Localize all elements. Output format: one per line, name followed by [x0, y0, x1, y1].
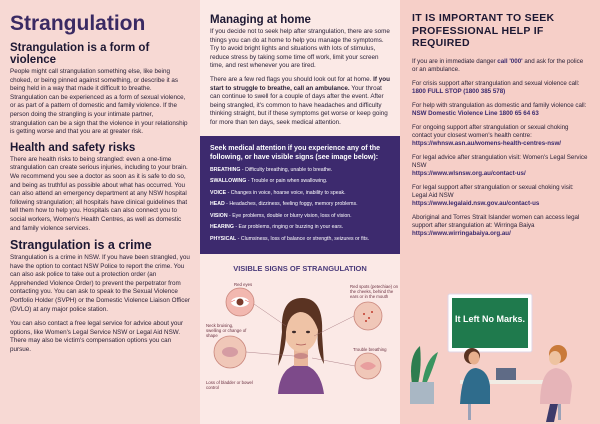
section-heading-health: Health and safety risks [10, 141, 136, 154]
label-red-eyes: Red eyes [234, 281, 253, 287]
section-body-crime-2: You can also contact a free legal service for advice about your options, like Women's Legal Service NSW or Legal Aid NSW. There may also be victim's compensation options you can pursue. [10, 320, 184, 354]
help-health-centre: For ongoing support after strangulation or sexual choking contact your closest women's health centre: https://whnsw.asn.au/womens-health-centres-nsw/ [412, 123, 569, 147]
help-legal-aid: For legal support after strangulation or sexual choking visit: Legal Aid NSW https://www.legalaid.nsw.gov.au/contact-us [412, 183, 574, 207]
wlsnsw-link[interactable]: https://www.wlsnsw.org.au/contact-us/ [412, 169, 526, 177]
dv-line-number[interactable]: NSW Domestic Violence Line 1800 65 64 63 [412, 109, 539, 117]
whnsw-link[interactable]: https://whnsw.asn.au/womens-health-centres-nsw/ [412, 139, 561, 147]
section-body-health: There are health risks to being strangled: even a one-time strangulation can create serious injuries, including to your brain. We recommend you see a doctor as soon as it is safe to do so, and being as truthful as possible about what has occurred. You can also attend an emergency department at any NSW hospital following strangulation; all hospitals have clinical guidelines that tell them how to help you. Hospitals can also connect you to social workers, Women's Health Centres, as well as domestic and family violence services. [10, 155, 188, 232]
consultation-scene [400, 286, 600, 424]
symptom-item: BREATHING - Difficulty breathing, unable to breathe. [210, 166, 333, 173]
visible-signs-illustration [200, 254, 400, 394]
legalaid-link[interactable]: https://www.legalaid.nsw.gov.au/contact-us [412, 199, 540, 207]
symptom-item: VISION - Eye problems, double or blurry vision, loss of vision. [210, 212, 352, 219]
label-spots: Red spots (petechiae) on the cheeks, behind the ears or in the mouth [350, 283, 399, 299]
section-body-violence: People might call strangulation something else, like being choked, or being pinned against something, or describe it as being held in a way that made it difficult to breathe. Strangulation can be experienced as a form of sexual violence, or as part of a pattern of domestic and family violence. If the person doing the strangling is your intimate partner, strangulation can be a sign that the violence in your relationship is getting worse and that you are at greater risk. [10, 68, 188, 136]
section-heading-home: Managing at home [210, 14, 311, 26]
page-title: Strangulation [10, 12, 146, 35]
help-wirringa: Aboriginal and Torres Strait Islander women can access legal support after strangulation at: Wirringa Baiya https://www.wirringabaiya.org.au/ [412, 213, 580, 237]
section-heading-crime: Strangulation is a crime [10, 238, 152, 253]
consultation-illustration [400, 286, 600, 424]
symptom-item: HEARING - Ear problems, ringing or buzzing in your ears. [210, 224, 344, 231]
wirringa-link[interactable]: https://www.wirringabaiya.org.au/ [412, 229, 511, 237]
fullstop-number[interactable]: 1800 FULL STOP (1800 385 578) [412, 87, 506, 95]
poster-text: It Left No Marks. [454, 314, 525, 324]
visible-signs-title: VISIBLE SIGNS OF STRANGULATION [233, 263, 367, 273]
label-trouble: Trouble breathing [353, 346, 387, 352]
symptom-item: SWALLOWING - Trouble or pain when swallowing. [210, 178, 328, 185]
help-crisis: For crisis support after strangulation and sexual violence call: 1800 FULL STOP (1800 385 578) [412, 79, 580, 95]
symptom-item: VOICE - Changes in voice, hoarse voice, inability to speak. [210, 189, 346, 196]
help-heading: IT IS IMPORTANT TO SEEK PROFESSIONAL HELP IF REQUIRED [412, 12, 555, 49]
medical-attention-title: Seek medical attention if you experience any of the following, or have visible signs (see image below): [210, 144, 380, 161]
panel-middle [200, 0, 400, 424]
symptom-item: PHYSICAL - Clumsiness, loss of balance or strength, seizures or fits. [210, 235, 370, 242]
symptom-item: HEAD - Headaches, dizziness, feeling foggy, memory problems. [210, 201, 358, 208]
section-body-crime: Strangulation is a crime in NSW. If you have been strangled, you have the option to contact NSW Police to report the crime. You can also ask police to take out a protection order (an Apprehended Violence Order) to prevent the perpetrator from contacting you. You can ask to speak to the Sexual Violence Portfolio Holder (SVPH) or the Domestic Violence Liaison Officer (DVLO) at any major police station. [10, 254, 191, 313]
help-emergency: If you are in immediate danger call '000' and ask for the police or an ambulance. [412, 57, 584, 73]
emergency-number: call '000' [497, 57, 523, 65]
help-legal-advice: For legal advice after strangulation visit: Women's Legal Service NSW https://www.wlsnsw.org.au/contact-us/ [412, 153, 588, 177]
panel-left [0, 0, 200, 424]
medical-attention-box [200, 136, 400, 254]
home-paragraph-1: If you decide not to seek help after strangulation, there are some things you can do at home to help you manage the symptoms. Try to avoid bright lights and situations with lots of stimulus, reduce stress by taking some time off work, limit your screen time, and rest whenever you are tired. [210, 28, 390, 70]
label-bladder: Loss of bladder or bowel control [206, 379, 253, 390]
home-paragraph-2: There are a few red flags you should look out for at home. If you start to struggle to breathe, call an ambulance. Your throat can continue to swell for a couple of days after the event. After being strangled, it's common to have headaches and difficulty thinking straight, but if these symptoms get worse or keep going for more than ten days, seek medical attention. [210, 75, 390, 126]
help-dv: For help with strangulation as domestic and family violence call: NSW Domestic Violence Line 1800 65 64 63 [412, 101, 587, 117]
label-neck: Neck bruising, swelling or change of shape [206, 322, 247, 338]
section-heading-violence: Strangulation is a form of violence [10, 42, 150, 66]
